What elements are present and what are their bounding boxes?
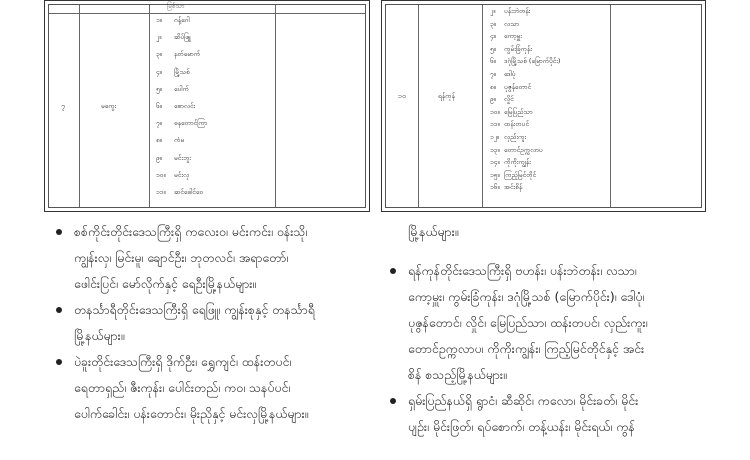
table-item-number: ၅။ xyxy=(490,44,496,53)
bullet-line: တနင်္သာရီတိုင်းဒေသကြီးရှိ ရေဖြူ၊ ကျွန်းစုနှင့် တနင်္သာရီ xyxy=(74,302,315,317)
table-item-name: လသာ xyxy=(504,19,520,28)
right-table-row-number: ၁၀ xyxy=(398,92,406,100)
bullet-item xyxy=(50,349,375,427)
table-item-number: ၅။ xyxy=(156,84,162,93)
table-item-name: ကြည့်မြင်တိုင် xyxy=(504,170,537,179)
bullet-item xyxy=(50,297,375,349)
bullet-line: ပဲခူးတိုင်းဒေသကြီးရှိ ဒိုက်ဦး၊ ရွှေကျင်၊ ထန်းတပင်၊ xyxy=(74,354,292,369)
bullet-item xyxy=(50,219,375,297)
table-item-name: ဓနတောင်ကြာ xyxy=(174,119,208,128)
table-item-number: ၉။ xyxy=(156,153,162,162)
table-item-number: ၃။ xyxy=(490,19,496,28)
table-item-name: တောင်ဥက္ကလာပ xyxy=(504,145,543,154)
table-item-name: ဆိပ်ဖြူ xyxy=(174,33,191,42)
table-item-name: ကိုကိုးကျွန်း xyxy=(504,158,531,167)
right-table xyxy=(381,0,706,212)
bullet-dot-icon xyxy=(56,307,62,313)
table-item-name: ပေါက် xyxy=(174,84,189,93)
table-item-number: ၁၅။ xyxy=(490,170,500,179)
right-continuation-text: မြို့နယ်များ။ xyxy=(408,224,459,239)
table-item-number: ၁၃။ xyxy=(490,145,500,154)
right-table-grid xyxy=(385,4,702,208)
table-item-name: ပုဇွန်တောင် xyxy=(504,82,532,91)
table-item-name: လှည်းကူး xyxy=(504,133,527,141)
table-item-name: အင်းစိန် xyxy=(504,183,523,192)
table-item-number: ၁၂။ xyxy=(490,133,499,141)
bullet-line: တောင်ဥက္ကလာပ၊ ကိုကိုးကျွန်း၊ ကြည့်မြင်တိုင်နှင့် အင်း xyxy=(408,341,645,356)
left-table-row-number: ၇ xyxy=(61,102,65,110)
bullet-line: ရှမ်းပြည်နယ်ရှိ ရွာငံ၊ ဆီဆိုင်၊ ကလော၊ မိုင်းခတ်၊ မိုင်း xyxy=(408,393,639,408)
table-item-number: ၆။ xyxy=(490,57,496,66)
table-item-number: ၁၄။ xyxy=(490,158,500,167)
right-bullet-list xyxy=(384,258,714,440)
bullet-line: ပေါက်ခေါင်း၊ ပန်းတောင်း၊ မိုးညိုနှင့် မင်းလှမြို့နယ်များ။ xyxy=(74,406,309,421)
bullet-line: ကော့မှူး၊ ကွမ်းခြံကုန်း၊ ဒဂုံမြို့သစ် (မြောက်ပိုင်း)၊ ဒေါပုံ၊ xyxy=(408,289,645,304)
table-item-name: ဒဂုံမြို့သစ် (မြောက်ပိုင်း) xyxy=(504,57,561,66)
table-item-name: ထန်းတပင် xyxy=(504,120,529,129)
bullet-line: ပျဉ်း၊ မိုင်းဖြတ်၊ ရပ်စောက်၊ တန့်ယန်း၊ မိုင်းရယ်၊ ကွန် xyxy=(408,419,635,434)
table-item-name: ကော့မှူး xyxy=(504,32,522,41)
bullet-line: ကျွန်းလှ၊ မြင်းမူ၊ ချောင်ဦး၊ ဘုတလင်၊ အရာတော်၊ xyxy=(74,250,289,265)
table-item-number: ၈။ xyxy=(156,136,162,145)
table-item-name: စောလင်း xyxy=(174,102,196,110)
bullet-dot-icon xyxy=(56,359,62,365)
table-item-number: ၄။ xyxy=(490,32,496,41)
bullet-line: ဖေါင်းပြင်၊ မော်လိုက်နှင့် ရေဦးမြို့နယ်များ။ xyxy=(74,276,257,291)
bullet-dot-icon xyxy=(390,268,396,274)
table-item-name: နတ်မောက် xyxy=(174,50,200,59)
bullet-line: ရေတာရှည်၊ ဇီးကုန်း၊ ပေါင်းတည်၊ ကဝ၊ သနပ်ပင်၊ xyxy=(74,380,291,395)
table-item-name: ကံမ xyxy=(174,136,185,145)
bullet-line: စိန် စသည့်မြို့နယ်များ။ xyxy=(408,367,507,382)
table-item-name: ဆင်ဖေါင်ဝေ xyxy=(174,188,204,196)
bullet-line: ရန်ကုန်တိုင်းဒေသကြီးရှိ ဗဟန်း၊ ပန်းဘဲတန်း၊ လသာ၊ xyxy=(408,263,637,278)
bullet-line: စစ်ကိုင်းတိုင်းဒေသကြီးရှိ ကလေးဝ၊ မင်းကင်း၊ ဝန်းသို၊ xyxy=(74,224,308,239)
table-item-name: ပန်းဘဲတန်း xyxy=(504,7,531,15)
table-item-number: ၁။ xyxy=(156,16,162,24)
table-item-name: ကွမ်းခြံကုန်း xyxy=(504,44,532,53)
left-table-region: မကွေး xyxy=(101,102,117,110)
bullet-item xyxy=(384,388,714,440)
table-item-number: ၆။ xyxy=(156,102,162,110)
bullet-dot-icon xyxy=(390,398,396,404)
table-item-number: ၇။ xyxy=(156,119,162,128)
table-item-name: ဒေါပုံ xyxy=(504,70,516,78)
table-item-number: ၁၆။ xyxy=(490,183,500,192)
right-table-region: ရန်ကုန် xyxy=(438,92,455,100)
table-item-number: ၃။ xyxy=(156,50,162,59)
left-bullet-list xyxy=(50,219,375,427)
table-item-number: ၁၀။ xyxy=(490,107,500,116)
table-item-number: ၁၁။ xyxy=(156,188,166,196)
table-item-number: ၁၀။ xyxy=(156,170,166,179)
table-item-number: ၄။ xyxy=(156,67,162,76)
left-table-grid xyxy=(48,4,366,208)
bullet-dot-icon xyxy=(56,229,62,235)
table-item-number: ၁၁။ xyxy=(490,120,500,129)
table-item-number: ၂။ xyxy=(490,7,496,15)
left-table-partial-item: မြစ်သာ xyxy=(167,2,185,10)
table-item-number: ၇။ xyxy=(490,70,496,78)
table-item-number: ၈။ xyxy=(490,82,496,91)
table-item-name: မင်းဘူး xyxy=(174,153,191,162)
table-item-number: ၉။ xyxy=(490,95,496,104)
bullet-line: မြို့နယ်များ။ xyxy=(74,328,125,343)
table-item-name: လှိုင် xyxy=(504,95,514,104)
bullet-item xyxy=(384,258,714,388)
table-item-number: ၂။ xyxy=(156,33,162,42)
table-item-name: မင်းလှ xyxy=(174,170,190,179)
left-table xyxy=(44,0,370,212)
table-item-name: မြို့သစ် xyxy=(174,67,190,76)
table-item-name: မြေပြည်သာ xyxy=(504,107,533,116)
bullet-line: ပုဇွန်တောင်၊ လှိုင်၊ မြေပြည်သာ၊ ထန်းတပင်၊ လှည်းကူး၊ xyxy=(408,315,648,330)
table-item-name: ဂန့်ဂေါ xyxy=(174,16,190,24)
